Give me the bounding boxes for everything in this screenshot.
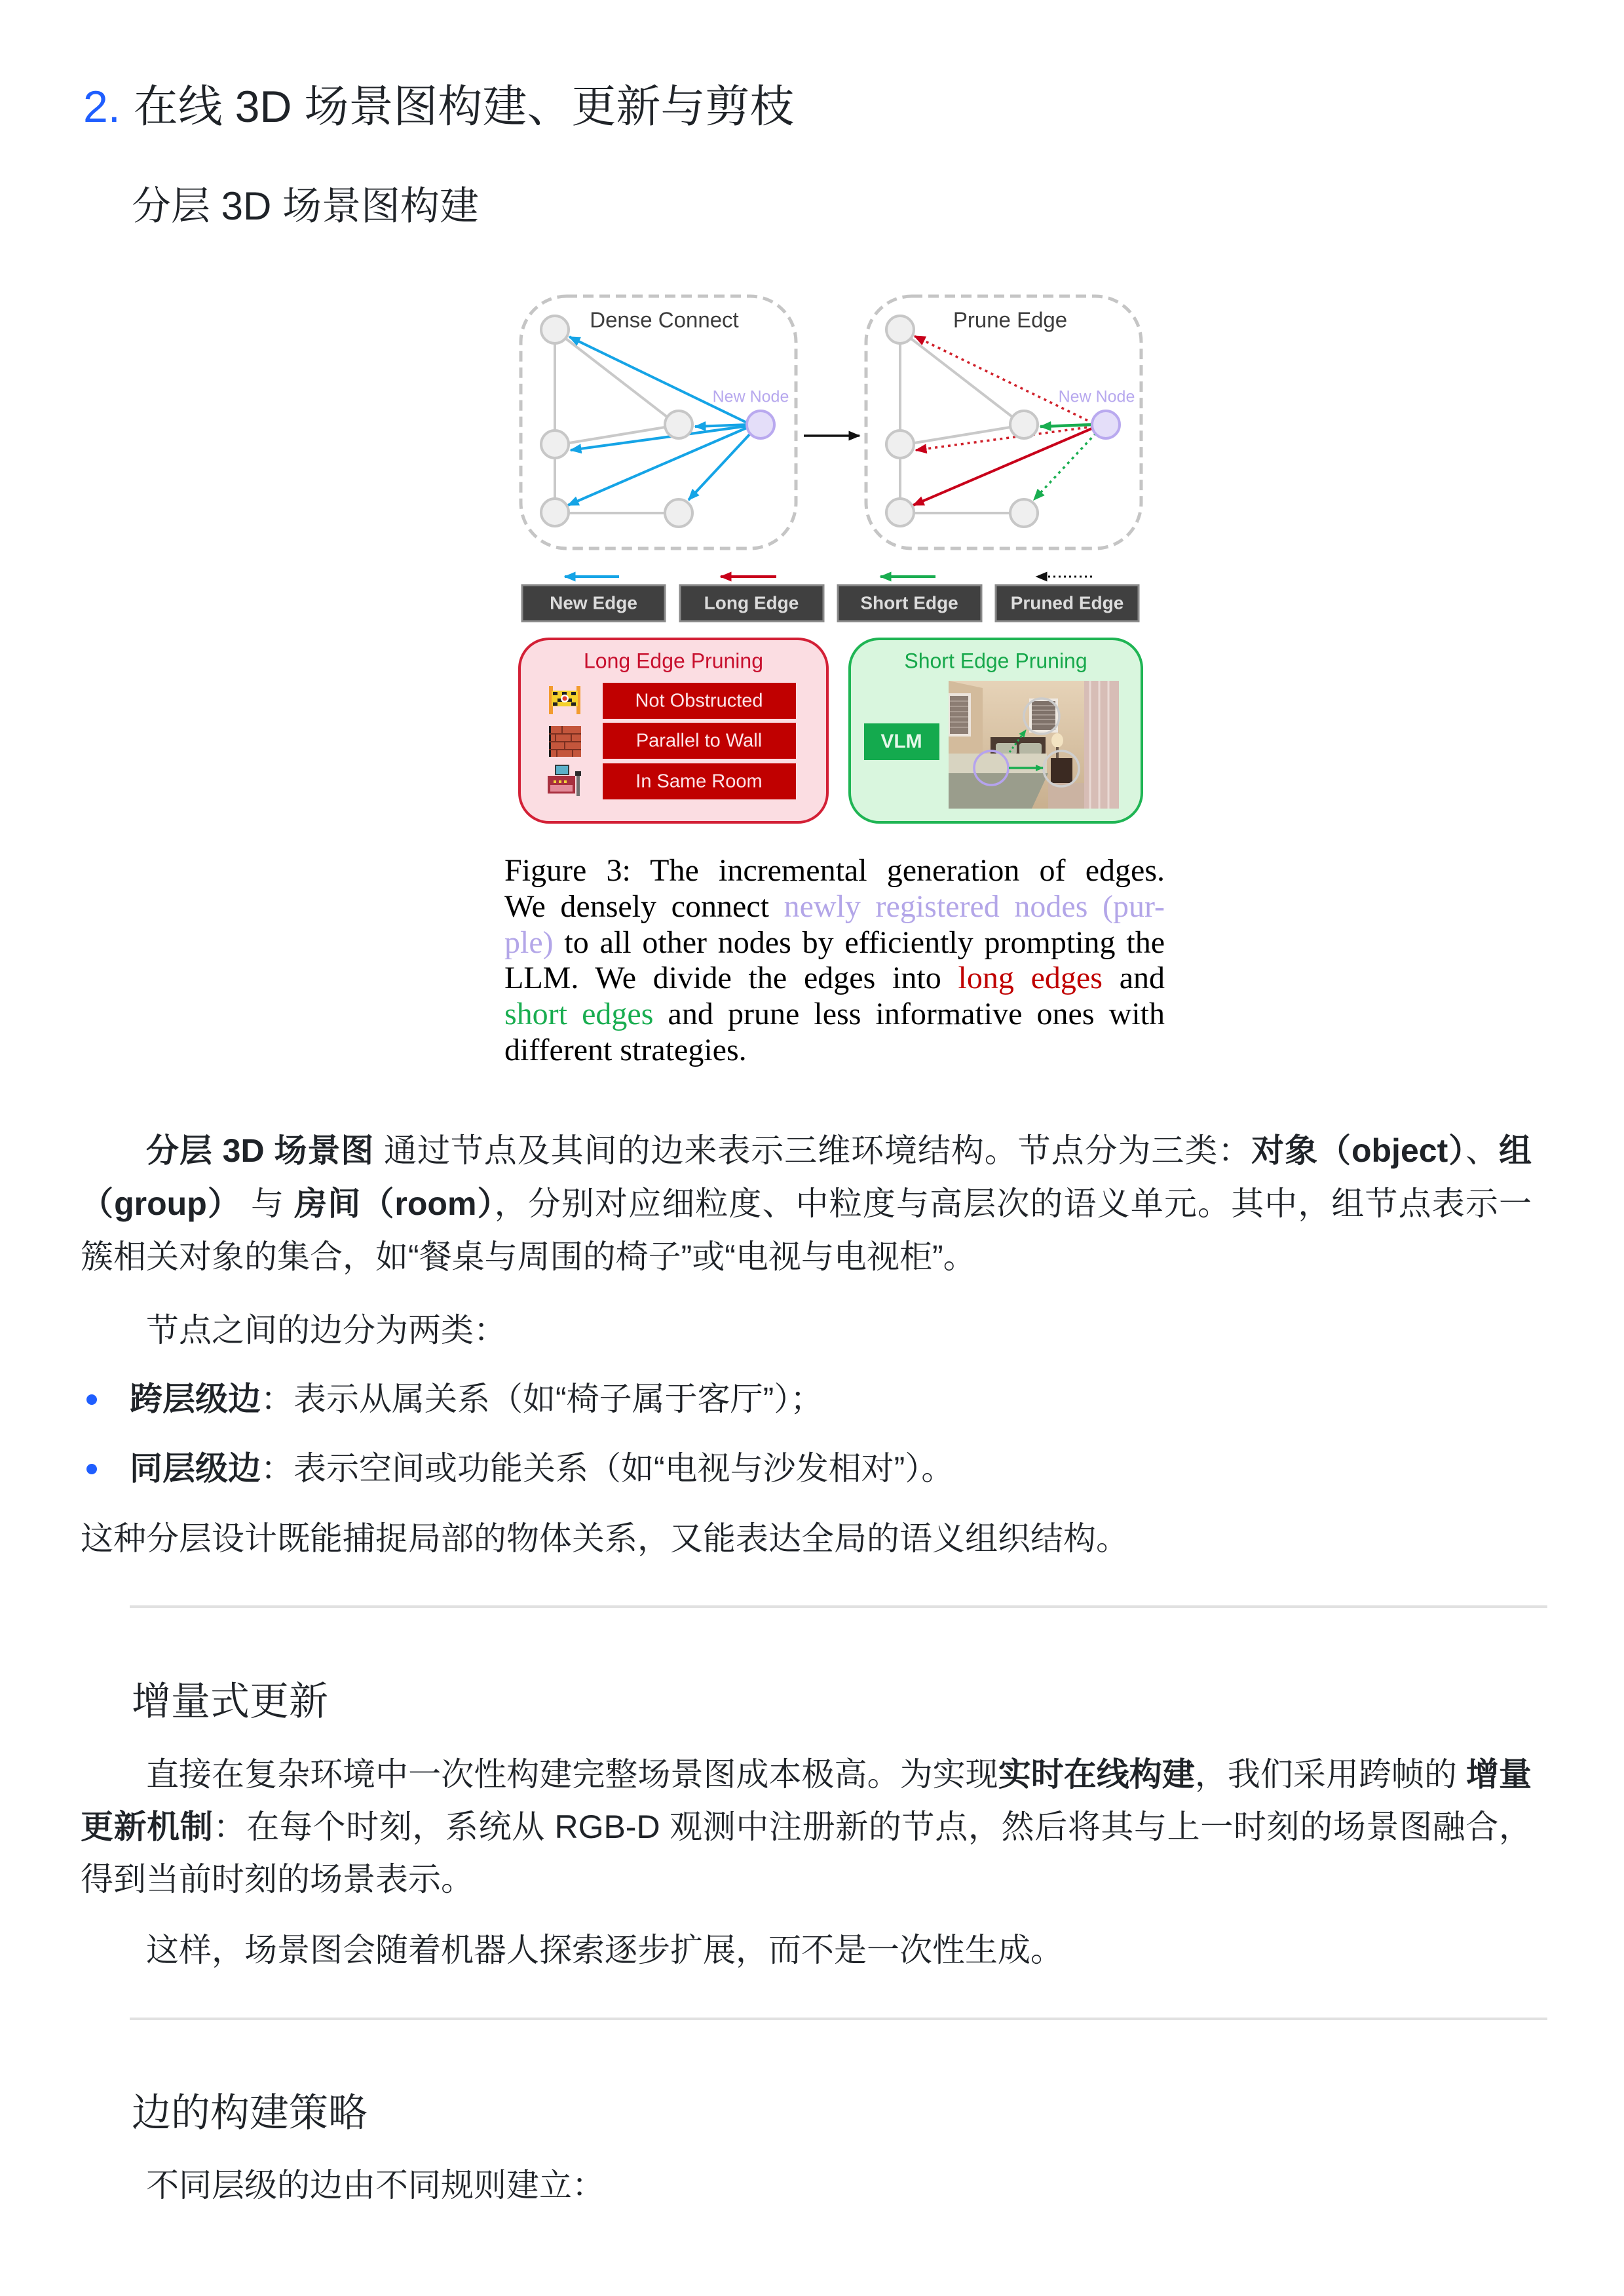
caption-line bbox=[504, 853, 1165, 889]
brick-wall-icon bbox=[549, 726, 581, 757]
caption-line bbox=[504, 997, 1165, 1033]
section-title: 在线 3D 场景图构建、更新与剪枝 bbox=[133, 82, 795, 132]
prune-edge-panel bbox=[866, 296, 1141, 548]
caption-text: different strategies. bbox=[504, 1032, 747, 1067]
summary-paragraph: 这种分层设计既能捕捉局部的物体关系，又能表达全局的语义组织结构。 bbox=[81, 1520, 1129, 1557]
paragraph-text: 、 bbox=[1465, 1132, 1500, 1169]
rule-parallel-to-wall: Parallel to Wall bbox=[635, 730, 763, 752]
bold-term: 组（group） bbox=[81, 1132, 1532, 1222]
caption-highlight-new-nodes: ple) bbox=[504, 925, 554, 960]
bullet-icon bbox=[86, 1464, 97, 1474]
bold-term: 房间（room） bbox=[294, 1185, 495, 1222]
legend-pruned-edge: Pruned Edge bbox=[1010, 592, 1124, 613]
list-item-text: ：表示从属关系（如“椅子属于客厅”）； bbox=[261, 1381, 823, 1417]
list-item bbox=[130, 1373, 1532, 1426]
caption-line bbox=[504, 961, 1165, 997]
edge-legend bbox=[522, 577, 1139, 621]
divider bbox=[130, 1605, 1547, 1608]
list-item bbox=[130, 1442, 1532, 1495]
subsection-title-incremental: 增量式更新 bbox=[132, 1679, 328, 1723]
legend-short-edge: Short Edge bbox=[860, 592, 958, 613]
caption-text: LLM. We divide the edges into bbox=[504, 961, 958, 996]
bold-term: 增量更新机制 bbox=[81, 1756, 1532, 1845]
bold-term: 分层 3D 场景图 bbox=[146, 1132, 375, 1169]
subsection-title-hierarchical: 分层 3D 场景图构建 bbox=[132, 184, 480, 228]
dense-connect-panel bbox=[521, 296, 796, 548]
caption-highlight-new-nodes: newly registered nodes (pur- bbox=[784, 889, 1165, 924]
figure-caption bbox=[504, 853, 1165, 1069]
caption-text: to all other nodes by efficiently prompting the bbox=[553, 925, 1165, 960]
caption-line bbox=[504, 1033, 1165, 1069]
paragraph-text: ，分别对应细粒度、中粒度与高层次的语义单元。其中，组节点表示一簇相关对象的集合，如“餐桌与周围的椅子”或“电视与电视柜”。 bbox=[81, 1185, 1532, 1275]
caption-highlight-short-edges: short edges bbox=[504, 997, 654, 1032]
new-node bbox=[747, 411, 774, 438]
section-number: 2. bbox=[83, 82, 121, 132]
dense-connect-title: Dense Connect bbox=[590, 307, 739, 332]
caption-text: Figure 3: The incremental generation of edges. bbox=[504, 853, 1165, 888]
paragraph-text: ：在每个时刻，系统从 RGB-D 观测中注册新的节点，然后将其与上一时刻的场景图融合，得到当前时刻的场景表示。 bbox=[81, 1808, 1532, 1898]
bold-term: 同层级边 bbox=[130, 1450, 261, 1487]
paragraph-text: 直接在复杂环境中一次性构建完整场景图成本极高。为实现 bbox=[146, 1756, 998, 1793]
caption-highlight-long-edges: long edges bbox=[958, 961, 1103, 996]
bullet-icon bbox=[86, 1394, 97, 1405]
rule-not-obstructed: Not Obstructed bbox=[635, 690, 763, 712]
new-node-label: New Node bbox=[1058, 387, 1135, 406]
incremental-paragraph bbox=[81, 1748, 1532, 1905]
incremental-note: 这样，场景图会随着机器人探索逐步扩展，而不是一次性生成。 bbox=[146, 1932, 1063, 1968]
figure-3-diagram bbox=[498, 288, 1179, 832]
short-edge-pruning-panel bbox=[850, 639, 1142, 822]
caption-line bbox=[504, 889, 1165, 925]
bold-term: 跨层级边 bbox=[130, 1381, 261, 1417]
subsection-title-edge-strategy: 边的构建策略 bbox=[132, 2091, 368, 2135]
legend-new-edge: New Edge bbox=[550, 592, 637, 613]
divider bbox=[130, 2018, 1547, 2020]
legend-long-edge: Long Edge bbox=[704, 592, 799, 613]
caption-text: We densely connect bbox=[504, 889, 784, 924]
prune-edge-title: Prune Edge bbox=[953, 307, 1068, 332]
bold-term: 对象（object） bbox=[1251, 1132, 1466, 1169]
new-node bbox=[1092, 411, 1120, 438]
long-edge-pruning-panel bbox=[519, 639, 827, 822]
intro-paragraph bbox=[81, 1124, 1532, 1284]
bedroom-photo bbox=[949, 681, 1119, 809]
short-edge-pruning-title: Short Edge Pruning bbox=[904, 649, 1087, 673]
vlm-label: VLM bbox=[880, 730, 922, 752]
rule-in-same-room: In Same Room bbox=[635, 771, 763, 792]
edge-types-intro: 节点之间的边分为两类： bbox=[146, 1312, 506, 1349]
new-node-label: New Node bbox=[712, 387, 789, 406]
section-heading bbox=[83, 77, 794, 136]
edge-strategy-intro: 不同层级的边由不同规则建立： bbox=[146, 2167, 605, 2204]
list-item-text: ：表示空间或功能关系（如“电视与沙发相对”）。 bbox=[261, 1450, 954, 1487]
caption-line bbox=[504, 925, 1165, 961]
caption-text: and bbox=[1102, 961, 1165, 996]
bold-term: 实时在线构建 bbox=[998, 1756, 1195, 1793]
paragraph-text: ，我们采用跨帧的 bbox=[1194, 1756, 1466, 1793]
paragraph-text: 与 bbox=[240, 1185, 295, 1222]
caption-text: and prune less informative ones with bbox=[653, 997, 1165, 1032]
long-edge-pruning-title: Long Edge Pruning bbox=[584, 649, 763, 673]
paragraph-text: 通过节点及其间的边来表示三维环境结构。节点分为三类： bbox=[374, 1132, 1252, 1169]
